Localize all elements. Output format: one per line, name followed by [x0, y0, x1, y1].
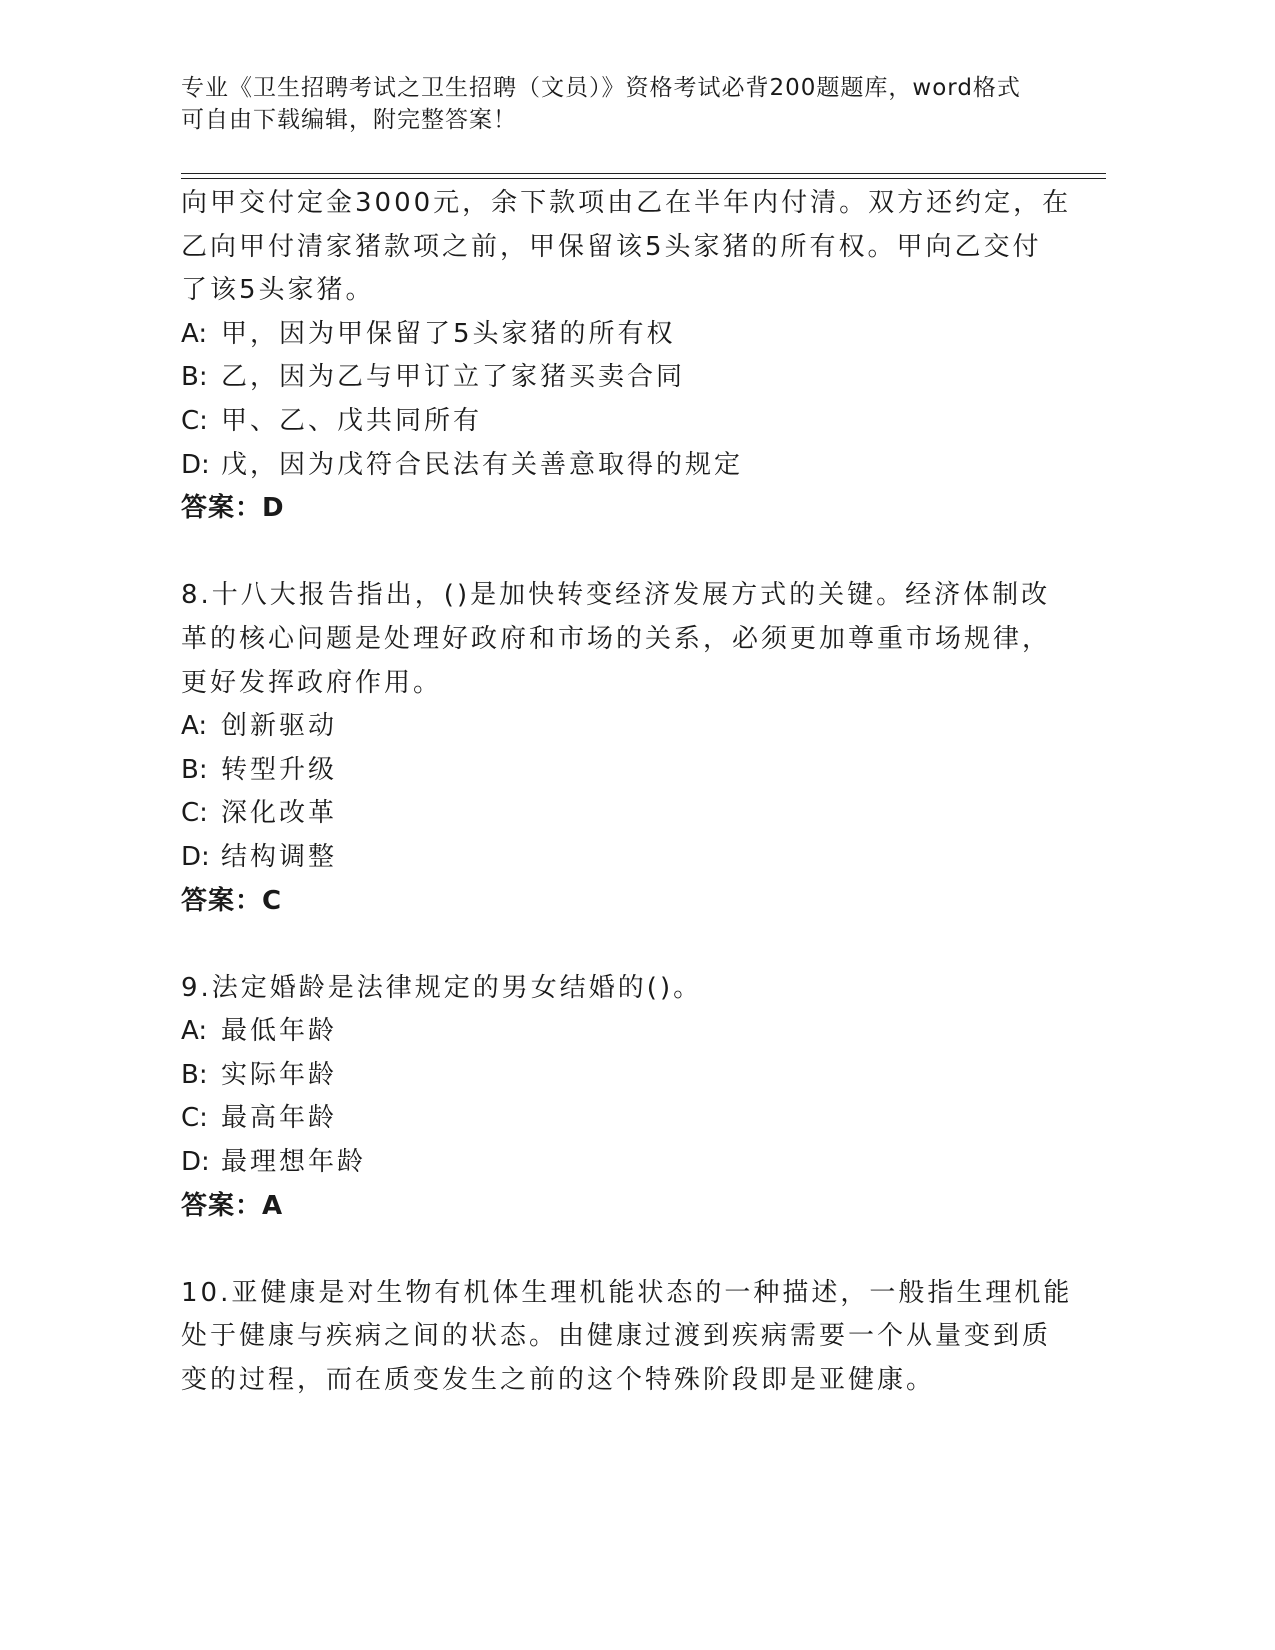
- spacer: [181, 923, 1041, 967]
- option-text: 转型升级: [221, 754, 338, 785]
- option-text: 实际年龄: [221, 1059, 338, 1090]
- option-text: 创新驱动: [221, 711, 338, 742]
- option-d: [181, 444, 1041, 488]
- question-text-line: 8.十八大报告指出，()是加快转变经济发展方式的关键。经济体制改: [181, 580, 1051, 611]
- header-title-line-2: 可自由下载编辑，附完整答案！: [181, 107, 517, 133]
- question-content: [181, 182, 1073, 1403]
- question-10: [181, 1272, 1073, 1403]
- answer-label: 答案：A: [181, 1190, 284, 1221]
- option-key: A:: [181, 1016, 208, 1047]
- option-key: D:: [181, 449, 210, 480]
- option-c: [181, 400, 1041, 444]
- spacer: [181, 531, 1041, 575]
- option-text: 甲、乙、戊共同所有: [221, 405, 483, 436]
- option-key: C:: [181, 1103, 208, 1134]
- option-d: [181, 1141, 1041, 1185]
- option-text: 甲，因为甲保留了5头家猪的所有权: [221, 318, 676, 349]
- option-d: [181, 836, 1041, 880]
- answer-label: 答案：C: [181, 885, 283, 916]
- option-a: [181, 313, 1041, 357]
- option-b: [181, 356, 1041, 400]
- question-text-line: 10.亚健康是对生物有机体生理机能状态的一种描述，一般指生理机能: [181, 1277, 1073, 1308]
- option-text: 深化改革: [221, 798, 338, 829]
- option-text: 戊，因为戊符合民法有关善意取得的规定: [221, 449, 744, 480]
- option-text: 乙，因为乙与甲订立了家猪买卖合同: [221, 362, 686, 393]
- option-key: A:: [181, 318, 208, 349]
- option-b: [181, 749, 1041, 793]
- option-key: D:: [181, 841, 210, 872]
- question-text-line: 9.法定婚龄是法律规定的男女结婚的()。: [181, 972, 703, 1003]
- answer-label: 答案：D: [181, 493, 285, 524]
- header-title-line-1: 专业《卫生招聘考试之卫生招聘（文员）》资格考试必背200题题库，word格式: [181, 75, 1021, 101]
- option-key: C:: [181, 405, 208, 436]
- option-text: 最高年龄: [221, 1103, 338, 1134]
- option-text: 结构调整: [221, 841, 338, 872]
- question-9: [181, 967, 1041, 1229]
- option-key: B:: [181, 754, 208, 785]
- question-text-line: 更好发挥政府作用。: [181, 667, 443, 698]
- question-text-line: 了该5头家猪。: [181, 275, 375, 306]
- option-c: [181, 1097, 1041, 1141]
- option-text: 最理想年龄: [221, 1147, 367, 1178]
- option-a: [181, 1010, 1041, 1054]
- question-text-line: 革的核心问题是处理好政府和市场的关系，必须更加尊重市场规律，: [181, 623, 1052, 654]
- option-key: D:: [181, 1147, 210, 1178]
- option-key: A:: [181, 711, 208, 742]
- option-key: C:: [181, 798, 208, 829]
- option-b: [181, 1054, 1041, 1098]
- header-rule-bottom: [181, 178, 1106, 179]
- question-text-line: 向甲交付定金3000元，余下款项由乙在半年内付清。双方还约定，在: [181, 188, 1072, 218]
- question-text-line: 变的过程，而在质变发生之前的这个特殊阶段即是亚健康。: [181, 1365, 936, 1396]
- option-text: 最低年龄: [221, 1016, 338, 1047]
- question-8: [181, 574, 1052, 923]
- question-text-line: 乙向甲付清家猪款项之前，甲保留该5头家猪的所有权。甲向乙交付: [181, 231, 1042, 262]
- option-key: B:: [181, 362, 208, 393]
- spacer: [181, 1228, 1041, 1272]
- page-header: [181, 72, 1081, 136]
- question-7-continuation: [181, 182, 1072, 531]
- option-key: B:: [181, 1059, 208, 1090]
- header-rule-top: [181, 173, 1106, 174]
- option-c: [181, 792, 1041, 836]
- option-a: [181, 705, 1041, 749]
- question-text-line: 处于健康与疾病之间的状态。由健康过渡到疾病需要一个从量变到质: [181, 1321, 1052, 1352]
